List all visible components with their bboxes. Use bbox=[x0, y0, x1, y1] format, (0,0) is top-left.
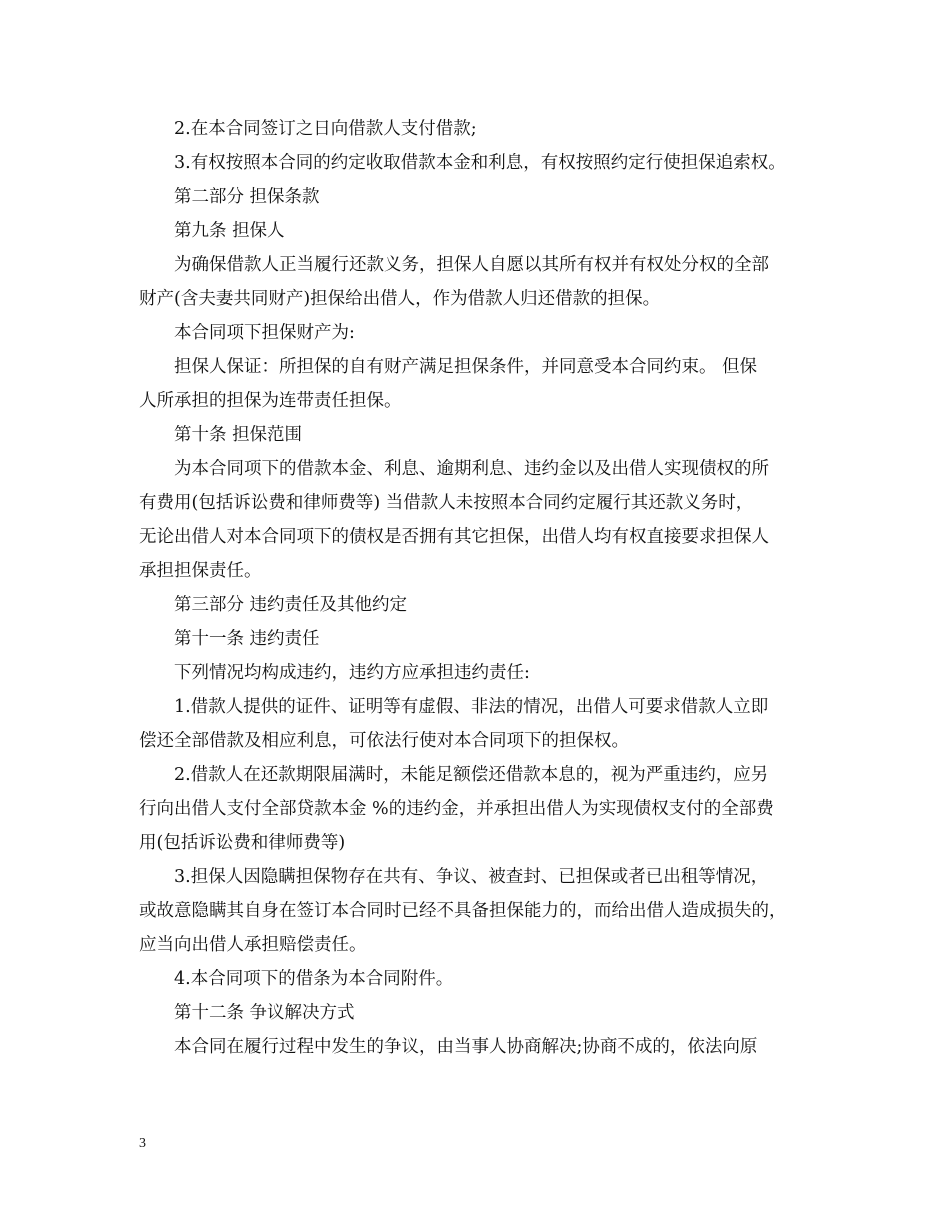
paragraph-line: 2.在本合同签订之日向借款人支付借款; bbox=[174, 119, 477, 139]
paragraph-line: 本合同项下担保财产为: bbox=[174, 323, 355, 343]
document-body bbox=[139, 112, 824, 1064]
paragraph-line: 第三部分 违约责任及其他约定 bbox=[174, 595, 408, 615]
paragraph bbox=[139, 588, 824, 622]
paragraph-line: 第二部分 担保条款 bbox=[174, 187, 320, 207]
paragraph bbox=[139, 180, 824, 214]
paragraph bbox=[139, 758, 824, 860]
paragraph-line: 为本合同项下的借款本金、利息、逾期利息、违约金以及出借人实现债权的所 bbox=[174, 459, 769, 479]
paragraph-line: 下列情况均构成违约，违约方应承担违约责任: bbox=[174, 663, 530, 683]
paragraph-line: 担保人保证：所担保的自有财产满足担保条件，并同意受本合同约束。 但保 bbox=[174, 357, 758, 377]
paragraph-line: 财产(含夫妻共同财产)担保给出借人，作为借款人归还借款的担保。 bbox=[139, 289, 661, 309]
paragraph bbox=[139, 418, 824, 452]
paragraph-line: 有费用(包括诉讼费和律师费等) 当借款人未按照本合同约定履行其还款义务时， bbox=[139, 493, 754, 513]
paragraph-line: 第十条 担保范围 bbox=[174, 425, 303, 445]
paragraph-line: 第九条 担保人 bbox=[174, 221, 285, 241]
paragraph bbox=[139, 248, 824, 316]
paragraph-line: 第十二条 争议解决方式 bbox=[174, 1003, 355, 1023]
paragraph-line: 人所承担的担保为连带责任担保。 bbox=[139, 391, 402, 411]
paragraph-line: 无论出借人对本合同项下的债权是否拥有其它担保，出借人均有权直接要求担保人 bbox=[139, 527, 769, 547]
paragraph bbox=[139, 214, 824, 248]
paragraph-line: 应当向出借人承担赔偿责任。 bbox=[139, 935, 367, 955]
paragraph bbox=[139, 622, 824, 656]
paragraph-line: 第十一条 违约责任 bbox=[174, 629, 320, 649]
paragraph-line: 1.借款人提供的证件、证明等有虚假、非法的情况，出借人可要求借款人立即 bbox=[174, 697, 769, 717]
paragraph bbox=[139, 1030, 824, 1064]
paragraph-line: 行向出借人支付全部贷款本金 %的违约金，并承担出借人为实现债权支付的全部费 bbox=[139, 799, 774, 819]
paragraph-line: 偿还全部借款及相应利息，可依法行使对本合同项下的担保权。 bbox=[139, 731, 629, 751]
paragraph bbox=[139, 316, 824, 350]
paragraph-line: 3.担保人因隐瞒担保物存在共有、争议、被查封、已担保或者已出租等情况， bbox=[174, 867, 769, 887]
paragraph-line: 用(包括诉讼费和律师费等) bbox=[139, 833, 346, 853]
paragraph bbox=[139, 962, 824, 996]
paragraph-line: 为确保借款人正当履行还款义务，担保人自愿以其所有权并有权处分权的全部 bbox=[174, 255, 769, 275]
paragraph-line: 4.本合同项下的借条为本合同附件。 bbox=[174, 969, 454, 989]
paragraph bbox=[139, 350, 824, 418]
paragraph-line: 承担担保责任。 bbox=[139, 561, 262, 581]
paragraph bbox=[139, 860, 824, 962]
paragraph bbox=[139, 452, 824, 588]
paragraph-line: 3.有权按照本合同的约定收取借款本金和利息，有权按照约定行使担保追索权。 bbox=[174, 153, 786, 173]
paragraph bbox=[139, 656, 824, 690]
paragraph-line: 本合同在履行过程中发生的争议，由当事人协商解决;协商不成的，依法向原 bbox=[174, 1037, 758, 1057]
paragraph bbox=[139, 112, 824, 146]
paragraph bbox=[139, 996, 824, 1030]
page-number: 3 bbox=[139, 1136, 146, 1151]
paragraph bbox=[139, 690, 824, 758]
paragraph-line: 2.借款人在还款期限届满时，未能足额偿还借款本息的，视为严重违约，应另 bbox=[174, 765, 769, 785]
paragraph-line: 或故意隐瞒其自身在签订本合同时已经不具备担保能力的，而给出借人造成损失的， bbox=[139, 901, 787, 921]
paragraph bbox=[139, 146, 824, 180]
